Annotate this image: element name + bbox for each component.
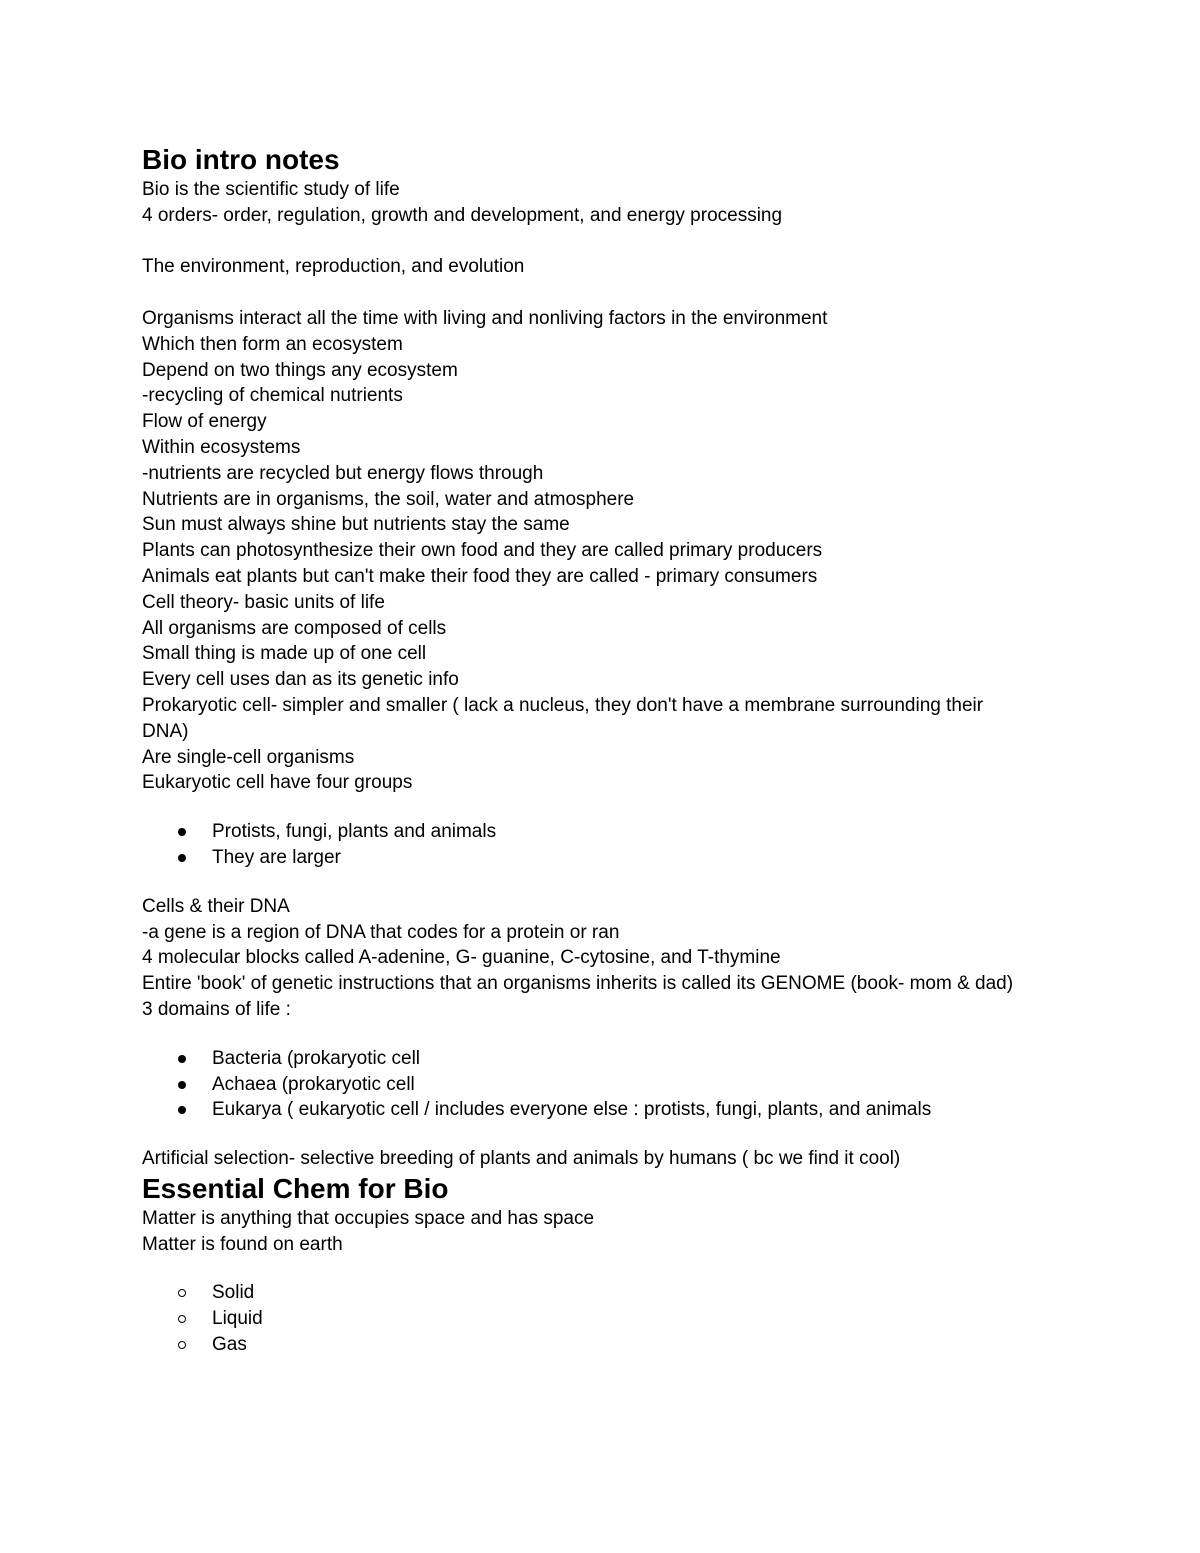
text-line: -a gene is a region of DNA that codes for a protein or ran (142, 921, 620, 943)
text-line: Artificial selection- selective breeding of plants and animals by humans ( bc we find it cool) (142, 1148, 901, 1170)
text-line: 4 molecular blocks called A-adenine, G- guanine, C-cytosine, and T-thymine (142, 947, 781, 969)
blank-line (142, 229, 1062, 255)
list-item (142, 1280, 1062, 1306)
heading-essential-chem: Essential Chem for Bio (142, 1172, 449, 1204)
text-line: Small thing is made up of one cell (142, 643, 427, 665)
bullet-icon (178, 1106, 186, 1114)
list-item-text: Achaea (prokaryotic cell (212, 1073, 415, 1095)
text-line: Bio is the scientific study of life (142, 179, 400, 200)
document-page (142, 143, 1062, 1358)
text-line: Depend on two things any ecosystem (142, 359, 458, 381)
eukaryotic-bullet-list (142, 819, 1062, 871)
list-item-text: They are larger (212, 846, 341, 868)
hollow-bullet-icon (178, 1289, 186, 1297)
text-line: Plants can photosynthesize their own food and they are called primary producers (142, 540, 823, 562)
list-item (142, 1332, 1062, 1358)
text-line: -recycling of chemical nutrients (142, 385, 403, 407)
text-line: Cell theory- basic units of life (142, 591, 385, 613)
blank-line (142, 1257, 1062, 1280)
text-line: Which then form an ecosystem (142, 333, 403, 355)
text-line: All organisms are composed of cells (142, 617, 447, 639)
heading-bio-intro-notes: Bio intro notes (142, 144, 340, 175)
bullet-icon (178, 1081, 186, 1089)
text-line: Within ecosystems (142, 436, 301, 458)
matter-states-list (142, 1280, 1062, 1357)
text-line: 3 domains of life : (142, 998, 291, 1020)
text-line: Cells & their DNA (142, 895, 290, 917)
text-line: 4 orders- order, regulation, growth and development, and energy processing (142, 204, 783, 226)
list-item-text: Bacteria (prokaryotic cell (212, 1047, 421, 1069)
bullet-icon (178, 828, 186, 836)
blank-line (142, 796, 1062, 819)
list-item-text: Liquid (212, 1308, 263, 1330)
text-line: Every cell uses dan as its genetic info (142, 669, 459, 691)
text-line: Animals eat plants but can't make their food they are called - primary consumers (142, 565, 818, 587)
text-line: Entire 'book' of genetic instructions that an organisms inherits is called its GENOME (book- mom & dad) (142, 973, 1014, 995)
text-line: Organisms interact all the time with living and nonliving factors in the environment (142, 307, 828, 329)
list-item-text: Solid (212, 1282, 255, 1304)
list-item-text: Gas (212, 1334, 247, 1356)
text-line: Matter is anything that occupies space and has space (142, 1207, 595, 1229)
text-line: Matter is found on earth (142, 1233, 343, 1255)
list-item-text: Eukarya ( eukaryotic cell / includes everyone else : protists, fungi, plants, and animals (212, 1099, 932, 1121)
list-item (142, 1306, 1062, 1332)
list-item (142, 1097, 1062, 1123)
blank-line (142, 1123, 1062, 1146)
list-item (142, 845, 1062, 871)
hollow-bullet-icon (178, 1341, 186, 1349)
text-line: Nutrients are in organisms, the soil, water and atmosphere (142, 488, 635, 510)
text-line: -nutrients are recycled but energy flows through (142, 462, 544, 484)
text-line-prokaryotic: Prokaryotic cell- simpler and smaller ( lack a nucleus, they don't have a membrane surrounding their DNA) (142, 694, 984, 742)
text-line: The environment, reproduction, and evolution (142, 256, 525, 278)
domains-bullet-list (142, 1046, 1062, 1123)
blank-line (142, 1023, 1062, 1046)
hollow-bullet-icon (178, 1315, 186, 1323)
bullet-icon (178, 854, 186, 862)
list-item (142, 819, 1062, 845)
text-line: Eukaryotic cell have four groups (142, 772, 413, 794)
blank-line (142, 280, 1062, 306)
text-line: Sun must always shine but nutrients stay the same (142, 514, 570, 536)
text-line: Flow of energy (142, 411, 267, 433)
text-line: Are single-cell organisms (142, 746, 355, 768)
bullet-icon (178, 1055, 186, 1063)
list-item (142, 1072, 1062, 1098)
list-item-text: Protists, fungi, plants and animals (212, 821, 497, 843)
blank-line (142, 871, 1062, 894)
list-item (142, 1046, 1062, 1072)
